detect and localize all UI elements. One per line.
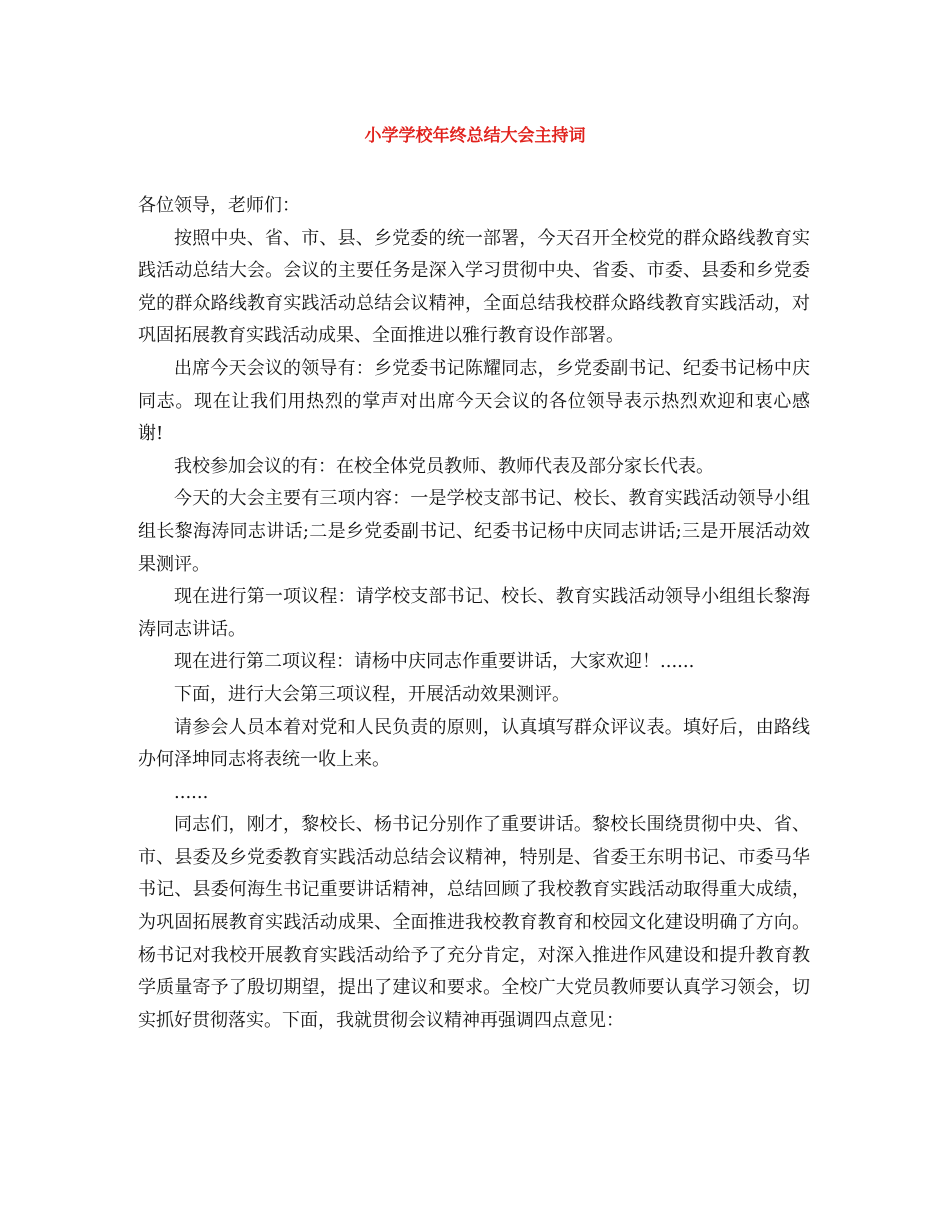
document-title: 小学学校年终总结大会主持词: [364, 126, 586, 146]
paragraph-opening: 按照中央、省、市、县、乡党委的统一部署，今天召开全校党的群众路线教育实践活动总结大会。会议的主要任务是深入学习贯彻中央、省委、市委、县委和乡党委党的群众路线教育实践活动总结会议精神，全面总结我校群众路线教育实践活动，对巩固拓展教育实践活动成果、全面推进以雅行教育设作部署。: [138, 227, 810, 347]
paragraph-agenda-item-2: 现在进行第二项议程：请杨中庆同志作重要讲话，大家欢迎！......: [174, 651, 695, 673]
paragraph-agenda-item-3: 下面，进行大会第三项议程，开展活动效果测评。: [174, 683, 570, 705]
salutation: 各位领导，老师们：: [138, 195, 300, 216]
paragraph-evaluation-instructions: 请参会人员本着对党和人民负责的原则，认真填写群众评议表。填好后，由路线办何泽坤同志将表统一收上来。: [138, 716, 810, 771]
paragraph-summary: 同志们，刚才，黎校长、杨书记分别作了重要讲话。黎校长围绕贯彻中央、省、市、县委及乡党委教育实践活动总结会议精神，特别是、省委王东明书记、市委马华书记、县委何海生书记重要讲话精神，总结回顾了我校教育实践活动取得重大成绩，为巩固拓展教育实践活动成果、全面推进我校教育教育和校园文化建设明确了方向。杨书记对我校开展教育实践活动给予了充分肯定，对深入推进作风建设和提升教育教学质量寄予了殷切期望，提出了建议和要求。全校广大党员教师要认真学习领会，切实抓好贯彻落实。下面，我就贯彻会议精神再强调四点意见：: [138, 814, 810, 1031]
paragraph-agenda-item-1: 现在进行第一项议程：请学校支部书记、校长、教育实践活动领导小组组长黎海涛同志讲话。: [138, 586, 810, 640]
paragraph-ellipsis: ......: [174, 781, 209, 803]
paragraph-agenda: 今天的大会主要有三项内容：一是学校支部书记、校长、教育实践活动领导小组组长黎海涛同志讲话;二是乡党委副书记、纪委书记杨中庆同志讲话;三是开展活动效果测评。: [138, 488, 810, 575]
paragraph-participants: 我校参加会议的有：在校全体党员教师、教师代表及部分家长代表。: [174, 455, 714, 477]
document-body: [138, 190, 810, 1037]
paragraph-attending-leaders: 出席今天会议的领导有：乡党委书记陈耀同志，乡党委副书记、纪委书记杨中庆同志。现在让我们用热烈的掌声对出席今天会议的各位领导表示热烈欢迎和衷心感谢!: [138, 357, 810, 445]
